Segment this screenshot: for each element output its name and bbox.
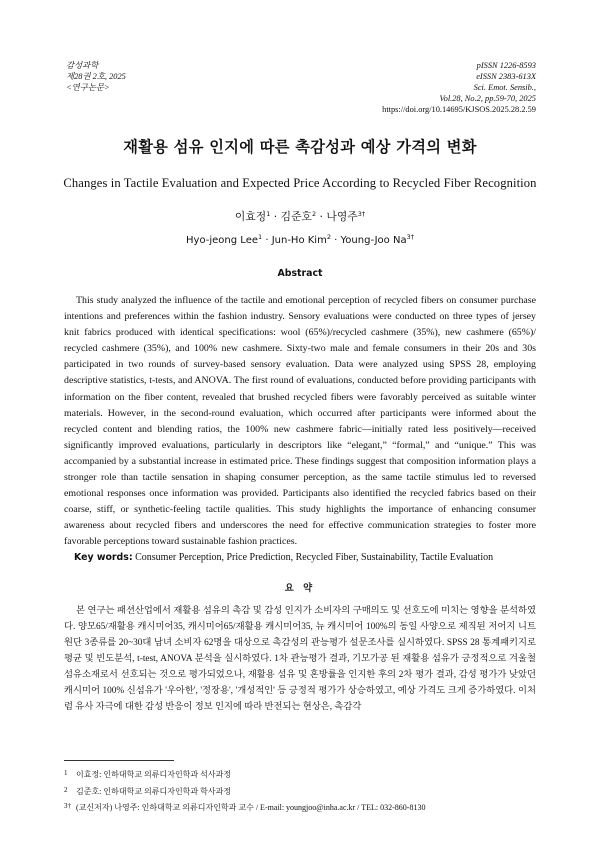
footnote-text: 김준호: 인하대학교 의류디자인학과 학사과정 (76, 786, 232, 796)
author-mark: 1 (266, 210, 271, 218)
footnote-text: 이효정: 인하대학교 의류디자인학과 석사과정 (76, 770, 232, 779)
footnote-item (64, 783, 544, 800)
eissn: eISSN 2383-613X (476, 72, 536, 81)
footnote-item (64, 799, 544, 816)
footnote-mark: 1 (64, 769, 68, 777)
author-mark: 2 (311, 210, 317, 218)
keywords-line (74, 552, 544, 563)
article-type: <연구논문> (66, 83, 110, 92)
authors-korean (0, 209, 600, 224)
journal-name: 감성과학 (66, 61, 99, 70)
abstract-heading: Abstract (277, 268, 323, 279)
keywords-text: Consumer Perception, Price Prediction, Recycled Fiber, Sustainability, Tactile Evaluation (135, 552, 494, 563)
author-mark: 3† (406, 233, 414, 241)
author-name: 김준호 (280, 210, 312, 223)
title-korean: 재활용 섬유 인지에 따른 촉감성과 예상 가격의 변화 (123, 138, 477, 156)
author-name: Young-Joo Na (340, 235, 407, 246)
doi-link[interactable]: https://doi.org/10.14695/KJSOS.2025.28.2.59 (382, 105, 536, 114)
keywords-label: Key words: (74, 552, 133, 563)
title-english: Changes in Tactile Evaluation and Expected Price According to Recycled Fiber Recognition (63, 176, 537, 190)
author-mark: 2 (326, 233, 331, 241)
footnotes (64, 766, 544, 816)
author-name: Jun-Ho Kim (271, 235, 327, 246)
author-name: 이효정 (234, 210, 267, 223)
footnote-text: (교신저자) 나영주: 인하대학교 의류디자인학과 교수 / E-mail: youngjoo@inha.ac.kr / TEL: 032-860-8130 (76, 803, 426, 812)
footnote-item (64, 766, 544, 783)
journal-volume: 제28권 2호, 2025 (66, 72, 126, 81)
footnote-mark: 3† (64, 802, 71, 810)
author-separator: · (330, 235, 341, 246)
author-separator: · (270, 210, 281, 223)
authors-english (0, 233, 600, 246)
summary-text: 본 연구는 패션산업에서 재활용 섬유의 촉감 및 감성 인지가 소비자의 구매의도 및 선호도에 미치는 영향을 분석하였다. 양모65/재활용 캐시미어35, 캐시미어65/재활용 캐시미어35, 뉴 캐시미어 100%의 동일 사양으로 제직된 저어지 니트 원단 3종류를 20~30대 남녀 소비자 62명을 대상으로 촉감성의 관능평가 설문조사를 실시하였다. SPSS 28 통계패키지로 평균 및 빈도분석, t-test, ANOVA 분석을 실시하였다. 1차 관능평가 결과, 기모가공 된 재활용 섬유가 긍정적으로 겨울철 섬유소재로서 선호되는 것으로 평가되었으나, 재활용 섬유 및 혼방률을 인지한 후의 2차 평가 결과, 감성 평가가 낮았던 캐시미어 100% 신섬유가 '우아한', '정장용', '개성적인' 등 긍정적 평가가 상승하였고, 예상 가격도 크게 증가하였다. 이처럼 유사 자극에 대한 감성 반응이 정보 인지에 따라 반전되는 현상은, 촉감각 (64, 606, 536, 712)
author-separator: · (262, 235, 272, 246)
abstract-text: This study analyzed the influence of the tactile and emotional perception of recycled fibers on consumer purchase intentions and preferences within the fashion industry. Sensory evaluations were conducted on three types of jersey knit fabrics produced with identical specifications: wool (65%)/recycled cashmere (35%), new cashmere (65%)/ recycled cashmere (35%), and 100% new cashmere. Sixty-two male and female consumers in their 20s and 30s participated in two rounds of survey-based sensory evaluation. Data were analyzed using SPSS 28, employing descriptive statistics, t-tests, and ANOVA. The first round of evaluations, conducted before providing participants with information on the fiber content, revealed that brushed recycled fibers were favorably perceived as suitable winter materials. However, in the second-round evaluation, which occurred after participants were informed about the recycled content and blending ratios, the 100% new cashmere fabric—initially rated less positively—received significantly improved evaluations, particularly in descriptors like “elegant,” “formal,” and “unique.” This was accompanied by a substantial increase in estimated price. These findings suggest that composition information plays a stronger role than tactile sensation in shaping consumer perception, as the same tactile stimulus led to reversed emotional responses once information was provided. Participants also identified the recycled fabrics based on their coarse, stiff, or synthetic-feeling tactile qualities. This study highlights the importance of enhancing consumer awareness about recycled fibers and underscores the need for effective communication strategies to foster more favorable perceptions toward sustainable fashion practices. (64, 295, 536, 548)
pissn: pISSN 1226-8593 (476, 61, 536, 70)
summary-heading: 요 약 (284, 583, 316, 594)
author-name: Hyo-jeong Lee (186, 235, 258, 246)
journal-header-left (66, 60, 126, 93)
author-name: 나영주 (326, 210, 358, 223)
author-mark: 1 (258, 233, 263, 241)
journal-header-right (382, 60, 536, 115)
journal-abbrev: Sci. Emot. Sensib., (473, 83, 536, 92)
footnote-mark: 2 (64, 785, 68, 794)
footnote-divider (64, 760, 174, 761)
author-mark: 3† (357, 210, 366, 218)
volume-pages: Vol.28, No.2, pp.59-70, 2025 (439, 94, 536, 103)
author-separator: · (316, 210, 327, 223)
